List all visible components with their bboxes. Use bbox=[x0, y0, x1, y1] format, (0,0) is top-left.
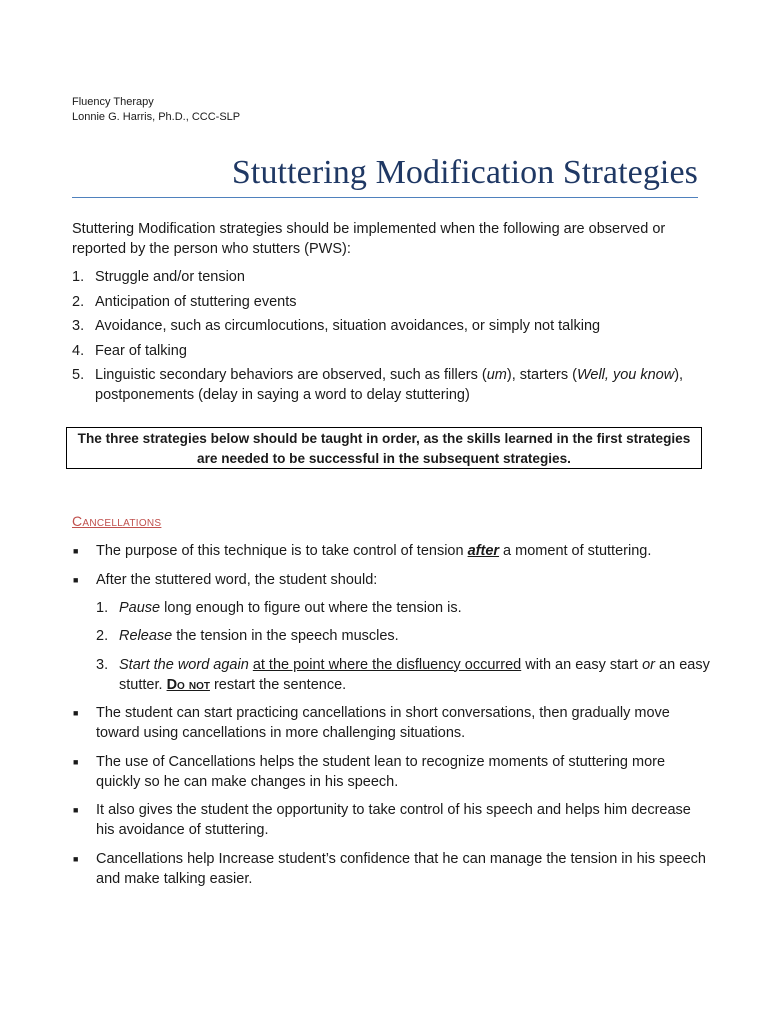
bullet-item bbox=[72, 570, 712, 695]
bullet-item bbox=[72, 849, 712, 889]
list-item bbox=[72, 267, 708, 287]
list-item bbox=[72, 316, 708, 336]
emphasis-text: um bbox=[486, 367, 507, 383]
steps-list bbox=[96, 598, 712, 695]
bullet-item bbox=[72, 800, 712, 840]
page-title: Stuttering Modification Strategies bbox=[231, 154, 698, 191]
step-text bbox=[119, 626, 712, 646]
text-run: ), starters ( bbox=[506, 367, 577, 383]
step-item bbox=[96, 626, 712, 646]
course-name: Fluency Therapy bbox=[72, 96, 154, 108]
step-text bbox=[119, 655, 712, 695]
list-number: 5. bbox=[72, 367, 85, 383]
cancellations-bullets bbox=[72, 541, 712, 897]
emphasis-text: or bbox=[642, 656, 656, 673]
bullet-text: The student can start practicing cancellations in short conversations, then gradually move toward using cancellations in more challenging situations. bbox=[96, 705, 670, 741]
text-run: ), postponements (delay in saying a word to delay stuttering) bbox=[95, 367, 684, 403]
step-item bbox=[96, 655, 712, 695]
bullet-text: Cancellations help Increase student’s confidence that he can manage the tension in his speech and make talking easier. bbox=[96, 850, 706, 887]
bullet-text bbox=[96, 570, 712, 695]
title-divider bbox=[72, 197, 698, 198]
bullet-icon: ■ bbox=[73, 574, 79, 585]
bullet-item bbox=[72, 703, 712, 743]
bullet-item bbox=[72, 752, 712, 792]
bullet-text bbox=[96, 541, 712, 561]
callout-box: The three strategies below should be taught in order, as the skills learned in the first strategies are needed to be successful in the subsequent strategies. bbox=[66, 427, 702, 469]
bullet-icon: ■ bbox=[73, 708, 79, 718]
strong-text: Do not bbox=[166, 676, 210, 693]
text-run: The purpose of this technique is to take control of tension bbox=[96, 543, 468, 559]
bullet-icon: ■ bbox=[73, 853, 79, 864]
list-text: Fear of talking bbox=[95, 342, 187, 359]
document-header bbox=[72, 95, 240, 125]
section-heading: Cancellations bbox=[72, 513, 162, 529]
list-text: Avoidance, such as circumlocutions, situation avoidances, or simply not talking bbox=[95, 318, 601, 334]
bullet-item bbox=[72, 541, 712, 561]
text-run: Linguistic secondary behaviors are observed, such as fillers ( bbox=[95, 367, 487, 383]
observation-list bbox=[72, 267, 708, 410]
step-item bbox=[96, 598, 712, 618]
emphasis-text: Release bbox=[119, 628, 173, 644]
text-run: with an easy start bbox=[521, 656, 643, 673]
emphasis-text: Pause bbox=[119, 599, 161, 616]
list-number: 4. bbox=[72, 342, 85, 359]
list-text: Anticipation of stuttering events bbox=[95, 293, 297, 310]
text-run: the tension in the speech muscles. bbox=[172, 628, 399, 644]
emphasis-text: Start the word again bbox=[119, 656, 249, 673]
underlined-text: at the point where the disfluency occurred bbox=[252, 656, 522, 673]
step-text bbox=[119, 598, 712, 618]
step-number: 1. bbox=[96, 599, 109, 616]
text-run: a moment of stuttering. bbox=[499, 543, 652, 559]
text-run: an easy stutter. bbox=[119, 656, 710, 693]
emphasis-text: after bbox=[467, 543, 500, 559]
list-text bbox=[95, 365, 708, 405]
bullet-icon: ■ bbox=[73, 756, 79, 767]
step-number: 2. bbox=[96, 628, 109, 644]
intro-paragraph: Stuttering Modification strategies should be implemented when the following are observed or reported by the person who stutters (PWS): bbox=[72, 221, 666, 257]
text-run: restart the sentence. bbox=[209, 676, 347, 693]
list-item bbox=[72, 365, 708, 405]
list-text: Struggle and/or tension bbox=[95, 269, 245, 285]
list-number: 1. bbox=[72, 269, 85, 285]
bullet-icon: ■ bbox=[73, 546, 79, 556]
list-item bbox=[72, 292, 708, 312]
text-run: After the stuttered word, the student should: bbox=[96, 571, 378, 588]
list-number: 3. bbox=[72, 318, 85, 334]
step-number: 3. bbox=[96, 656, 109, 673]
author-name: Lonnie G. Harris, Ph.D., CCC-SLP bbox=[72, 111, 241, 123]
emphasis-text: Well, you know bbox=[576, 367, 675, 383]
bullet-text: It also gives the student the opportunity to take control of his speech and helps him decrease his avoidance of stuttering. bbox=[96, 802, 691, 838]
list-item bbox=[72, 341, 708, 361]
list-number: 2. bbox=[72, 293, 85, 310]
bullet-icon: ■ bbox=[73, 805, 79, 815]
text-run: long enough to figure out where the tension is. bbox=[160, 599, 462, 616]
bullet-text: The use of Cancellations helps the student lean to recognize moments of stuttering more quickly so he can make changes in his speech. bbox=[96, 753, 666, 790]
